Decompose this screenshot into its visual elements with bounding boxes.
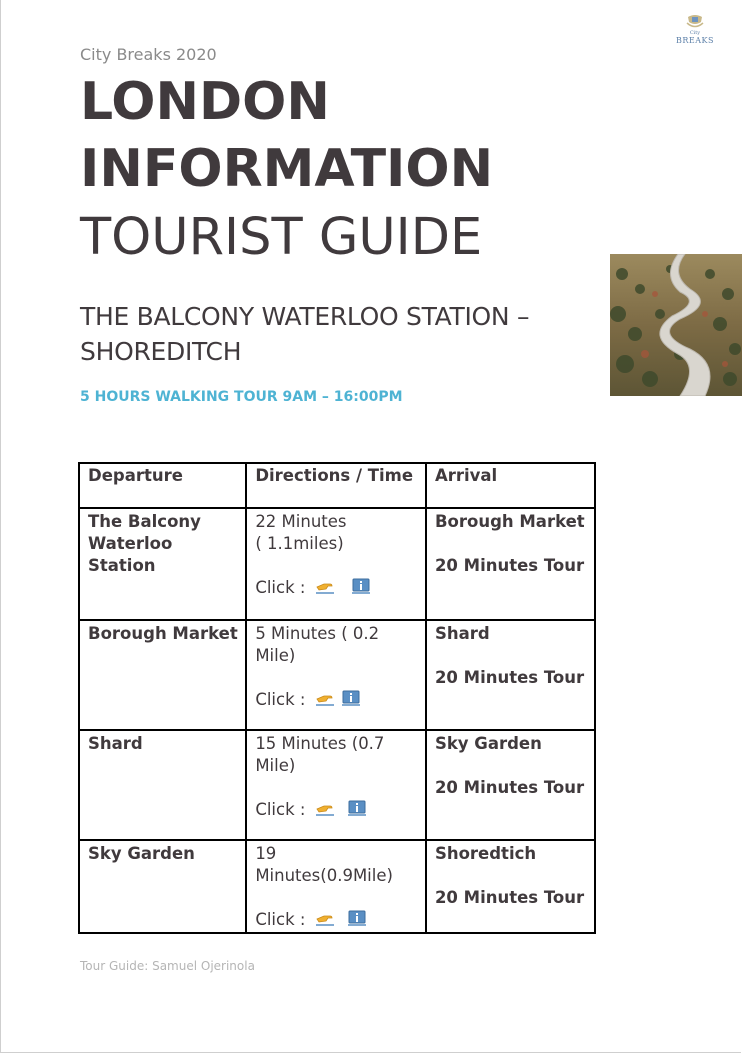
arrival-name: Borough Market xyxy=(434,512,585,531)
click-label: Click : xyxy=(255,690,306,709)
departure-cell xyxy=(79,840,246,933)
tour-duration: 20 Minutes Tour xyxy=(434,888,585,907)
directions-cell xyxy=(246,620,426,730)
directions-line-1: 15 Minutes (0.7 xyxy=(255,734,385,753)
pointing-hand-link-icon[interactable] xyxy=(315,578,335,600)
tour-guide-footer: Tour Guide: Samuel Ojerinola xyxy=(80,959,255,973)
directions-line-2: ( 1.1miles) xyxy=(255,534,344,553)
table-header-row xyxy=(79,463,595,508)
arrival-name: Shoredtich xyxy=(434,844,537,863)
directions-cell xyxy=(246,840,426,933)
arrival-name: Shard xyxy=(434,624,490,643)
winding-road-photo xyxy=(610,254,742,396)
tour-duration: 20 Minutes Tour xyxy=(434,668,585,687)
city-breaks-logo xyxy=(673,14,717,50)
directions-line-2: Mile) xyxy=(255,756,296,775)
pointing-hand-link-icon[interactable] xyxy=(315,690,335,712)
departure-name: Shard xyxy=(88,734,143,753)
directions-cell xyxy=(246,730,426,840)
page-title-line-1: LONDON xyxy=(80,72,330,132)
tour-duration: 20 Minutes Tour xyxy=(434,556,585,575)
arrival-cell xyxy=(426,508,595,620)
kicker-text: City Breaks 2020 xyxy=(80,45,217,64)
route-table xyxy=(78,462,596,934)
departure-cell xyxy=(79,730,246,840)
table-row xyxy=(79,620,595,730)
click-line xyxy=(255,689,418,712)
click-line xyxy=(255,909,418,932)
tour-duration-info: 5 HOURS WALKING TOUR 9AM – 16:00PM xyxy=(80,389,403,405)
info-link-icon[interactable] xyxy=(342,690,360,712)
logo-emblem-icon xyxy=(685,14,705,30)
logo-brand-text: BREAKS xyxy=(676,36,714,45)
column-header-departure: Departure xyxy=(79,463,246,508)
departure-cell xyxy=(79,620,246,730)
page-title-line-3: TOURIST GUIDE xyxy=(80,208,483,267)
click-line xyxy=(255,577,418,600)
info-link-icon[interactable] xyxy=(348,800,366,822)
departure-name: The Balcony Waterloo Station xyxy=(88,512,201,575)
directions-line-1: 22 Minutes xyxy=(255,512,347,531)
page-title-line-2: INFORMATION xyxy=(80,139,494,199)
click-label: Click : xyxy=(255,578,306,597)
arrival-cell xyxy=(426,730,595,840)
column-header-arrival: Arrival xyxy=(426,463,595,508)
directions-cell xyxy=(246,508,426,620)
arrival-cell xyxy=(426,620,595,730)
pointing-hand-link-icon[interactable] xyxy=(315,800,335,822)
click-line xyxy=(255,799,418,822)
departure-cell xyxy=(79,508,246,620)
logo-small-text: City xyxy=(689,30,701,36)
departure-name: Sky Garden xyxy=(88,844,195,863)
info-link-icon[interactable] xyxy=(348,910,366,932)
table-row xyxy=(79,840,595,933)
click-label: Click : xyxy=(255,800,306,819)
tour-duration: 20 Minutes Tour xyxy=(434,778,585,797)
arrival-name: Sky Garden xyxy=(434,734,542,753)
column-header-directions: Directions / Time xyxy=(246,463,426,508)
directions-line-1: 5 Minutes ( 0.2 xyxy=(255,624,380,643)
pointing-hand-link-icon[interactable] xyxy=(315,910,335,932)
route-subtitle: THE BALCONY WATERLOO STATION – SHOREDITCH xyxy=(80,302,530,366)
arrival-cell xyxy=(426,840,595,933)
directions-line-1: 19 Minutes(0.9Mile) xyxy=(255,844,393,885)
departure-name: Borough Market xyxy=(88,624,238,643)
table-row xyxy=(79,508,595,620)
click-label: Click : xyxy=(255,910,306,929)
info-link-icon[interactable] xyxy=(352,578,370,600)
directions-line-2: Mile) xyxy=(255,646,296,665)
table-row xyxy=(79,730,595,840)
